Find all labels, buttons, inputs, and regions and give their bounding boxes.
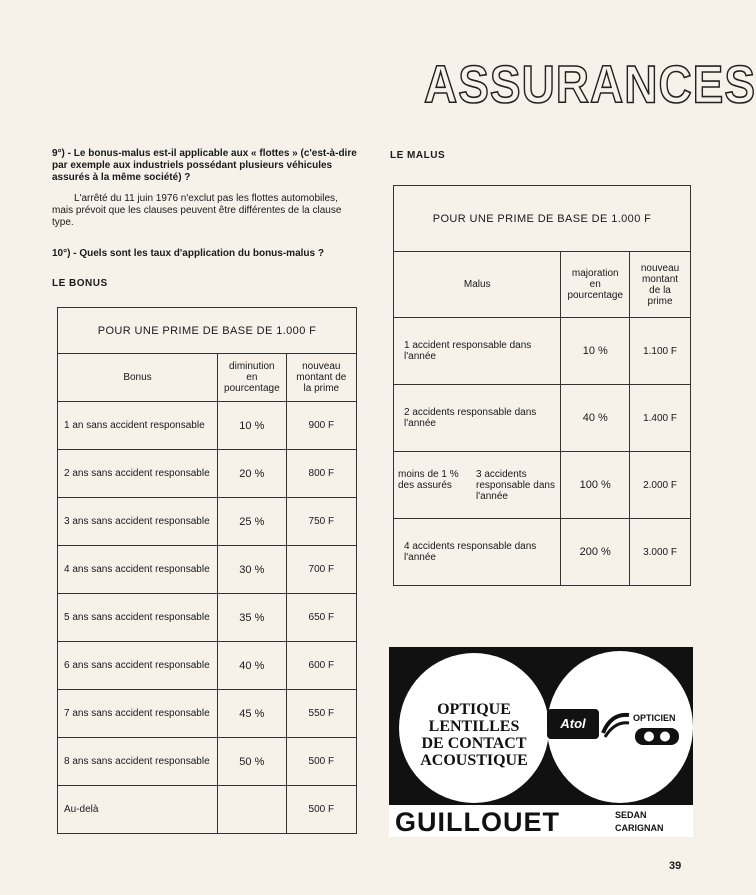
ad-services bbox=[409, 701, 539, 769]
ad-brand: GUILLOUET bbox=[395, 807, 560, 837]
row-amount: 1.400 F bbox=[630, 385, 691, 452]
malus-col-amount: nouveau montant de la prime bbox=[630, 252, 691, 318]
row-pct: 10 % bbox=[561, 318, 630, 385]
table-row bbox=[58, 594, 357, 642]
row-pct: 50 % bbox=[218, 738, 287, 786]
row-pct: 100 % bbox=[561, 452, 630, 519]
table-row bbox=[58, 738, 357, 786]
row-pct: 200 % bbox=[561, 519, 630, 586]
row-label: 3 ans sans accident responsable bbox=[58, 498, 218, 546]
ad-city-sedan: SEDAN bbox=[615, 810, 647, 820]
row-pct: 20 % bbox=[218, 450, 287, 498]
opticien-label: OPTICIEN bbox=[633, 713, 676, 723]
row-label: 1 an sans accident responsable bbox=[58, 402, 218, 450]
row-amount: 1.100 F bbox=[630, 318, 691, 385]
ad-city-carignan: CARIGNAN bbox=[615, 823, 664, 833]
table-row bbox=[58, 690, 357, 738]
malus-label: LE MALUS bbox=[390, 150, 446, 161]
row-amount: 750 F bbox=[286, 498, 356, 546]
row-amount: 600 F bbox=[286, 642, 356, 690]
page-number: 39 bbox=[669, 860, 682, 872]
malus-caption: POUR UNE PRIME DE BASE DE 1.000 F bbox=[394, 186, 691, 252]
row-label: 8 ans sans accident responsable bbox=[58, 738, 218, 786]
row-pct: 40 % bbox=[218, 642, 287, 690]
bonus-col-label: Bonus bbox=[58, 354, 218, 402]
row-pct: 40 % bbox=[561, 385, 630, 452]
row-amount: 3.000 F bbox=[630, 519, 691, 586]
bonus-col-pct: diminution en pourcentage bbox=[218, 354, 287, 402]
row-pct: 45 % bbox=[218, 690, 287, 738]
row-pct: 10 % bbox=[218, 402, 287, 450]
malus-col-label: Malus bbox=[394, 252, 561, 318]
row-label: 2 accidents responsable dans l'année bbox=[394, 385, 561, 452]
table-row bbox=[58, 786, 357, 834]
table-row bbox=[58, 450, 357, 498]
row-amount: 550 F bbox=[286, 690, 356, 738]
row-label-share: moins de 1 % des assurés bbox=[398, 468, 459, 491]
table-row bbox=[394, 385, 691, 452]
row-amount: 500 F bbox=[286, 738, 356, 786]
row-amount: 2.000 F bbox=[630, 452, 691, 519]
page-heading: ASSURANCES bbox=[424, 54, 756, 114]
bonus-table bbox=[57, 307, 357, 834]
answer-9: L'arrêté du 11 juin 1976 n'exclut pas les flottes automobiles, mais prévoit que les clauses peuvent être différentes de la clause type. bbox=[52, 193, 342, 228]
row-label: 4 ans sans accident responsable bbox=[58, 546, 218, 594]
row-amount: 900 F bbox=[286, 402, 356, 450]
row-label: 2 ans sans accident responsable bbox=[58, 450, 218, 498]
question-9: 9°) - Le bonus-malus est-il applicable aux « flottes » (c'est-à-dire par exemple aux industriels possédant plusieurs véhicules assurés à la même société) ? bbox=[52, 148, 357, 183]
row-label: 4 accidents responsable dans l'année bbox=[394, 519, 561, 586]
row-amount: 650 F bbox=[286, 594, 356, 642]
atol-swoosh-icon bbox=[601, 711, 631, 744]
ad-line: DE CONTACT bbox=[421, 735, 527, 752]
table-row bbox=[58, 402, 357, 450]
table-row bbox=[58, 546, 357, 594]
ad-line: ACOUSTIQUE bbox=[420, 752, 528, 769]
bonus-caption: POUR UNE PRIME DE BASE DE 1.000 F bbox=[58, 308, 357, 354]
row-label: Au-delà bbox=[58, 786, 218, 834]
row-amount: 500 F bbox=[286, 786, 356, 834]
row-label: 6 ans sans accident responsable bbox=[58, 642, 218, 690]
bonus-col-amount: nouveau montant de la prime bbox=[286, 354, 356, 402]
row-amount: 800 F bbox=[286, 450, 356, 498]
table-row bbox=[394, 519, 691, 586]
row-label: 7 ans sans accident responsable bbox=[58, 690, 218, 738]
table-row bbox=[394, 452, 691, 519]
row-label: 1 accident responsable dans l'année bbox=[394, 318, 561, 385]
glasses-icon bbox=[633, 725, 683, 752]
row-label bbox=[394, 452, 561, 519]
row-pct: 30 % bbox=[218, 546, 287, 594]
question-10: 10°) - Quels sont les taux d'application du bonus-malus ? bbox=[52, 248, 324, 259]
row-pct: 25 % bbox=[218, 498, 287, 546]
row-amount: 700 F bbox=[286, 546, 356, 594]
ad-line: LENTILLES bbox=[428, 718, 520, 735]
row-label: 5 ans sans accident responsable bbox=[58, 594, 218, 642]
row-pct: 35 % bbox=[218, 594, 287, 642]
table-row bbox=[58, 498, 357, 546]
bonus-label: LE BONUS bbox=[52, 278, 108, 289]
malus-col-pct: majoration en pourcentage bbox=[561, 252, 630, 318]
atol-logo: Atol bbox=[547, 709, 599, 739]
ad-line: OPTIQUE bbox=[437, 701, 511, 718]
row-pct bbox=[218, 786, 287, 834]
advertisement bbox=[389, 647, 693, 837]
table-row bbox=[394, 318, 691, 385]
malus-table bbox=[393, 185, 691, 586]
row-label-accidents: 3 accidents responsable dans l'année bbox=[476, 468, 555, 502]
table-row bbox=[58, 642, 357, 690]
